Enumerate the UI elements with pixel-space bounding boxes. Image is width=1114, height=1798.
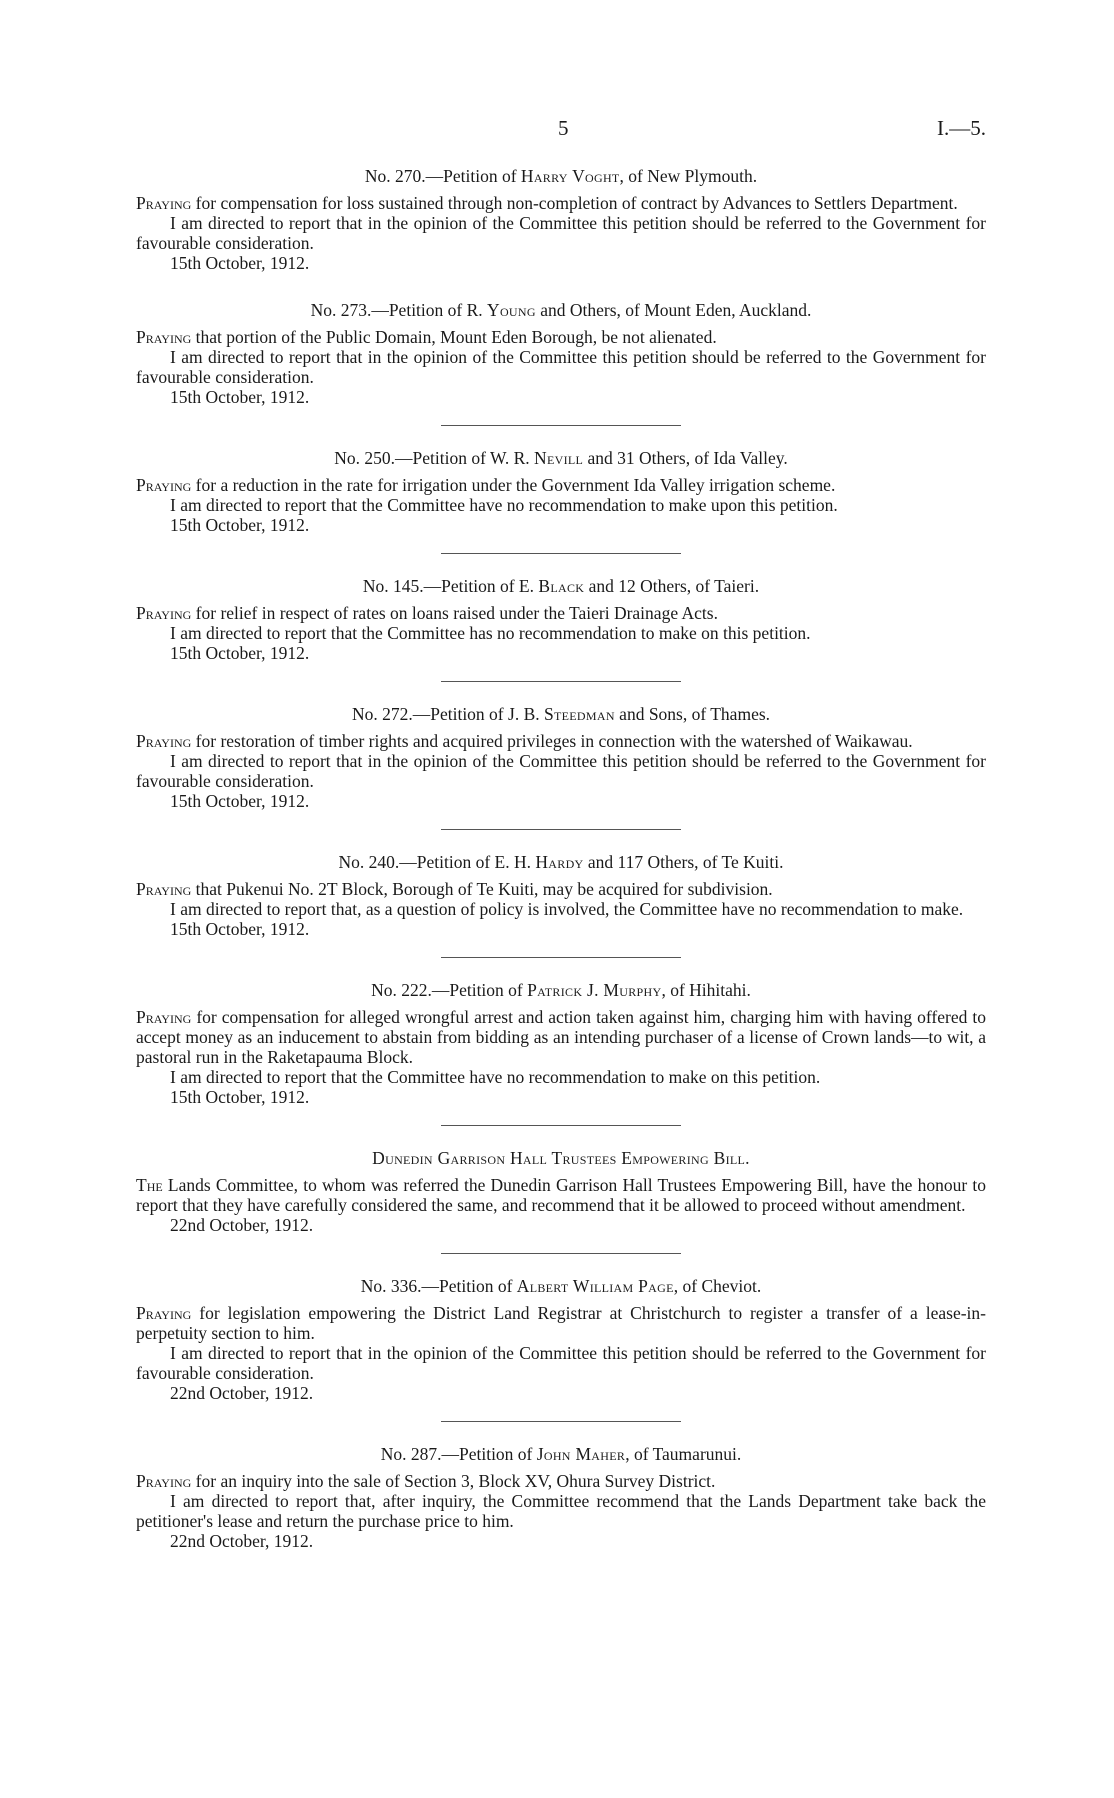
committee-report: I am directed to report that in the opinion of the Committee this petition should be referred to the Government for favourable consideration. (136, 751, 986, 791)
petition-heading: No. 145.—Petition of E. Black and 12 Others, of Taieri. (362, 576, 760, 596)
petition-prayer: Praying for legislation empowering the District Land Registrar at Christchurch to register a transfer of a lease-in-perpetuity section to him. (136, 1303, 986, 1343)
petition-section (136, 576, 986, 663)
petition-section (136, 1444, 986, 1551)
section-spacer (136, 273, 986, 300)
section-divider (441, 553, 681, 554)
report-date: 15th October, 1912. (170, 791, 310, 811)
committee-report: I am directed to report that in the opinion of the Committee this petition should be referred to the Government for favourable consideration. (136, 213, 986, 253)
petition-heading: No. 250.—Petition of W. R. Nevill and 31 Others, of Ida Valley. (334, 448, 788, 468)
report-date: 15th October, 1912. (170, 515, 310, 535)
document-body (136, 166, 986, 1551)
petitioner-name: Young (487, 300, 536, 320)
section-divider (441, 425, 681, 426)
committee-report: I am directed to report that, after inquiry, the Committee recommend that the Lands Department take back the petitioner's lease and return the purchase price to him. (136, 1491, 986, 1531)
committee-statement: The Lands Committee, to whom was referred the Dunedin Garrison Hall Trustees Empowering Bill, have the honour to report that they have carefully considered the same, and recommend that it be allowed to proceed without amendment. (136, 1175, 986, 1215)
petition-section (136, 448, 986, 535)
petition-prayer: Praying for compensation for loss sustained through non-completion of contract by Advances to Settlers Department. (136, 193, 958, 213)
document-reference: I.—5. (937, 116, 986, 140)
report-date: 15th October, 1912. (170, 387, 310, 407)
petition-section (136, 166, 986, 273)
report-date: 15th October, 1912. (170, 253, 310, 273)
petitioner-name: Patrick J. Murphy (527, 980, 662, 1000)
petition-prayer: Praying that Pukenui No. 2T Block, Borough of Te Kuiti, may be acquired for subdivision. (136, 879, 773, 899)
petition-heading: No. 270.—Petition of Harry Voght, of New Plymouth. (364, 166, 758, 186)
petition-heading: No. 287.—Petition of John Maher, of Taumarunui. (380, 1444, 742, 1464)
bill-section (136, 1148, 986, 1235)
section-divider (441, 1125, 681, 1126)
petitioner-name: Nevill (534, 448, 584, 468)
petition-heading: No. 222.—Petition of Patrick J. Murphy, of Hihitahi. (371, 980, 751, 1000)
report-date: 15th October, 1912. (170, 643, 310, 663)
report-date: 22nd October, 1912. (170, 1531, 314, 1551)
section-divider (441, 1421, 681, 1422)
petition-section (136, 704, 986, 811)
committee-report: I am directed to report that the Committee has no recommendation to make on this petition. (170, 623, 811, 643)
petitioner-name: Black (538, 576, 585, 596)
section-divider (441, 829, 681, 830)
petition-heading: No. 272.—Petition of J. B. Steedman and Sons, of Thames. (351, 704, 771, 724)
petition-heading: No. 336.—Petition of Albert William Page, of Cheviot. (360, 1276, 762, 1296)
report-date: 22nd October, 1912. (170, 1383, 314, 1403)
report-date: 15th October, 1912. (170, 1087, 310, 1107)
report-date: 15th October, 1912. (170, 919, 310, 939)
bill-heading (136, 1148, 986, 1168)
petitioner-name: Steedman (544, 704, 615, 724)
petitioner-name: Albert William Page (516, 1276, 674, 1296)
bill-title: Dunedin Garrison Hall Trustees Empowering Bill. (372, 1148, 750, 1168)
page-header (0, 118, 1114, 142)
page-number: 5 (558, 116, 569, 140)
petition-prayer: Praying for compensation for alleged wrongful arrest and action taken against him, charging him with having offered to accept money as an inducement to abstain from bidding as an intending purchaser of a license of Crown lands—to wit, a pastoral run in the Raketapauma Block. (136, 1007, 986, 1067)
petition-prayer: Praying for an inquiry into the sale of Section 3, Block XV, Ohura Survey District. (136, 1471, 716, 1491)
petition-heading: No. 273.—Petition of R. Young and Others, of Mount Eden, Auckland. (310, 300, 812, 320)
section-divider (441, 957, 681, 958)
petition-heading: No. 240.—Petition of E. H. Hardy and 117 Others, of Te Kuiti. (338, 852, 784, 872)
committee-report: I am directed to report that in the opinion of the Committee this petition should be referred to the Government for favourable consideration. (136, 347, 986, 387)
petition-section (136, 300, 986, 407)
committee-report: I am directed to report that in the opinion of the Committee this petition should be referred to the Government for favourable consideration. (136, 1343, 986, 1383)
section-divider (441, 681, 681, 682)
report-date: 22nd October, 1912. (170, 1215, 314, 1235)
committee-report: I am directed to report that the Committee have no recommendation to make on this petition. (170, 1067, 821, 1087)
committee-report: I am directed to report that the Committee have no recommendation to make upon this petition. (170, 495, 838, 515)
petition-section (136, 980, 986, 1107)
petition-prayer: Praying that portion of the Public Domain, Mount Eden Borough, be not alienated. (136, 327, 717, 347)
committee-report: I am directed to report that, as a question of policy is involved, the Committee have no recommendation to make. (170, 899, 964, 919)
petition-prayer: Praying for a reduction in the rate for irrigation under the Government Ida Valley irrigation scheme. (136, 475, 836, 495)
petition-prayer: Praying for restoration of timber rights and acquired privileges in connection with the watershed of Waikawau. (136, 731, 913, 751)
petition-section (136, 852, 986, 939)
petitioner-name: John Maher (536, 1444, 626, 1464)
petition-prayer: Praying for relief in respect of rates on loans raised under the Taieri Drainage Acts. (136, 603, 718, 623)
petitioner-name: Hardy (535, 852, 584, 872)
petitioner-name: Harry Voght (520, 166, 620, 186)
petition-section (136, 1276, 986, 1403)
section-divider (441, 1253, 681, 1254)
